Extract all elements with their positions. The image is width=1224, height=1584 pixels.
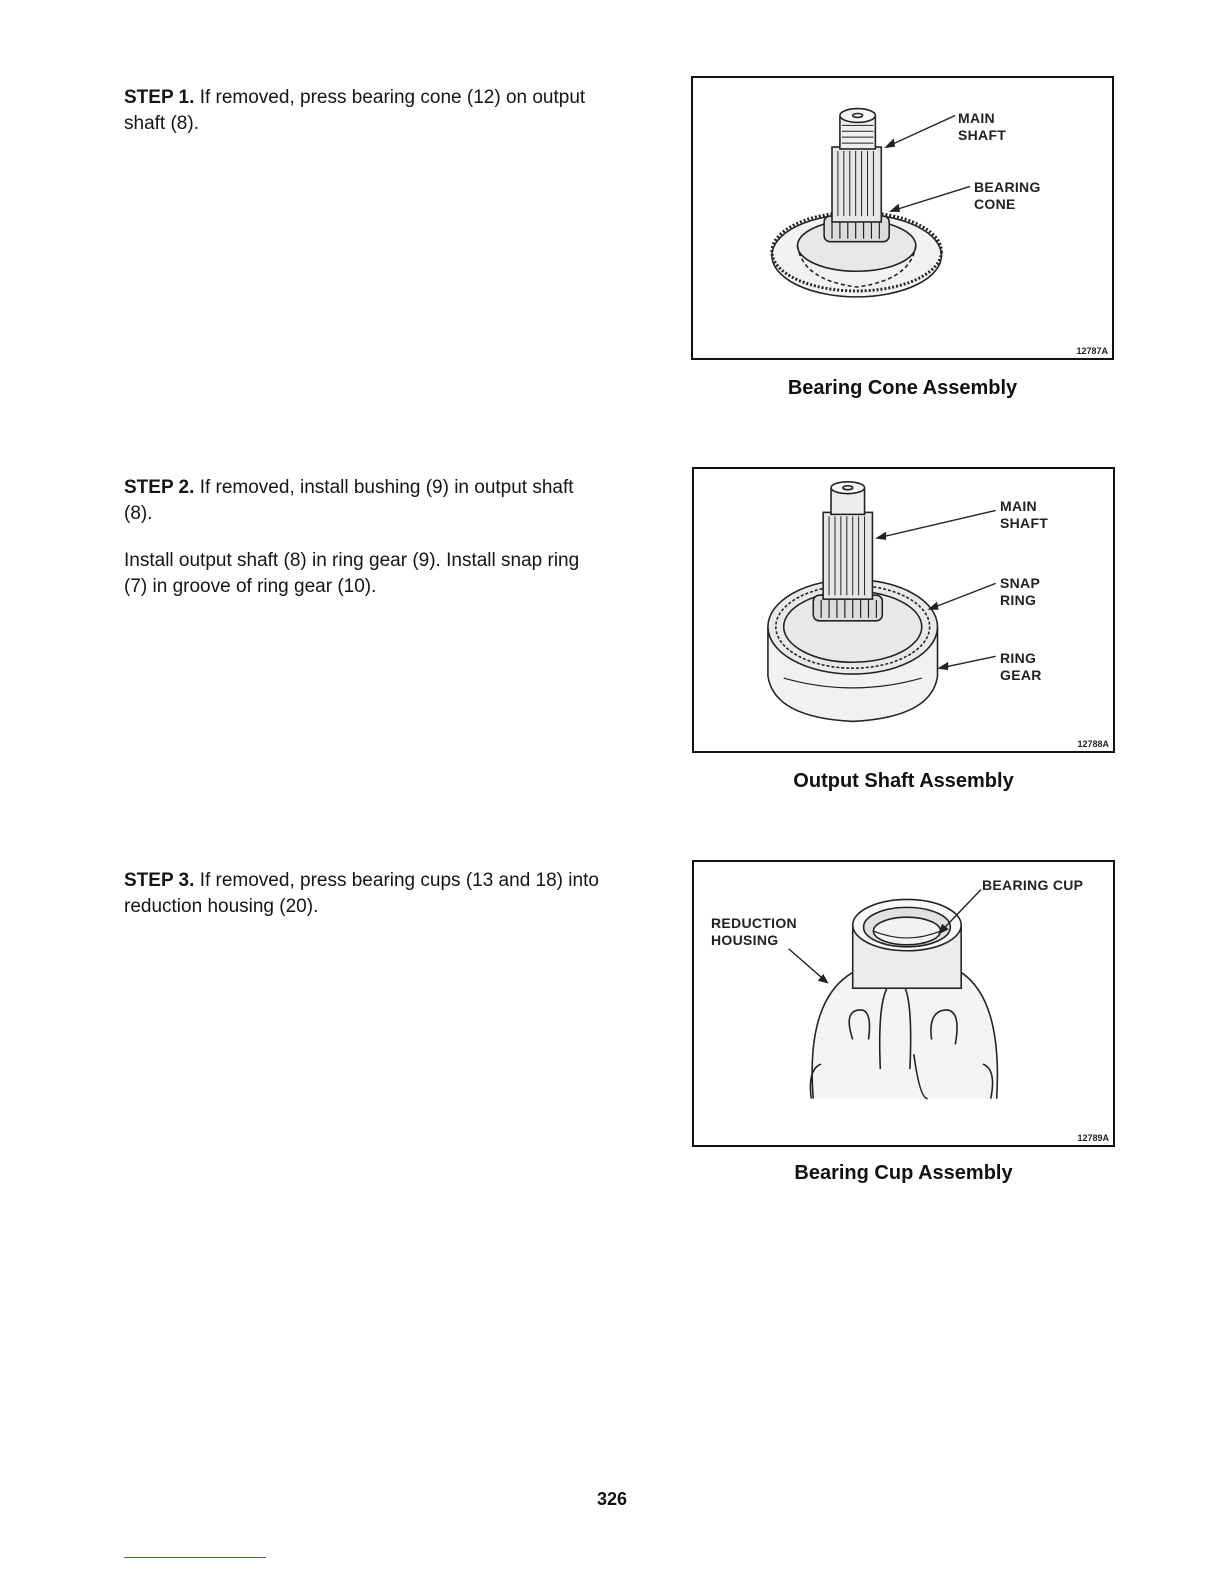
bearing-cone-illustration — [693, 78, 1112, 358]
step-1 — [124, 85, 604, 158]
figure-id: 12787A — [1076, 346, 1108, 356]
step-label: STEP 3. — [124, 870, 195, 891]
callout-bearing-cup: BEARING CUP — [982, 877, 1084, 893]
callout-ring-gear: RING GEAR — [1000, 650, 1042, 683]
figure-caption: Bearing Cup Assembly — [794, 1162, 1013, 1184]
figure-id: 12788A — [1077, 739, 1109, 749]
output-shaft-illustration — [694, 469, 1113, 751]
page-number: 326 — [596, 1489, 628, 1509]
step-2-paragraph — [124, 475, 604, 527]
figure-caption: Bearing Cone Assembly — [787, 377, 1018, 399]
figure-id: 12789A — [1077, 1133, 1109, 1143]
callout-main-shaft: MAIN SHAFT — [958, 110, 1007, 143]
step-label: STEP 1. — [124, 87, 195, 108]
callout-main-shaft: MAIN SHAFT — [1000, 498, 1049, 531]
step-label: STEP 2. — [124, 477, 195, 498]
bearing-cup-illustration — [694, 862, 1113, 1145]
footer-rule — [124, 1557, 266, 1558]
step-text: If removed, press bearing cone (12) on output shaft (8). — [124, 87, 586, 134]
callout-bearing-cone: BEARING CONE — [974, 179, 1041, 212]
figure-output-shaft — [692, 467, 1115, 753]
callout-snap-ring: SNAP RING — [1000, 575, 1041, 608]
step-3 — [124, 868, 604, 941]
callout-reduction-housing: REDUCTION HOUSING — [711, 915, 797, 948]
figure-caption: Output Shaft Assembly — [793, 770, 1014, 792]
step-2-paragraph: Install output shaft (8) in ring gear (9). Install snap ring (7) in groove of ring gear (10). — [124, 550, 580, 597]
step-2 — [124, 475, 604, 621]
figure-bearing-cone — [691, 76, 1114, 360]
step-text: If removed, install bushing (9) in output shaft (8). — [124, 477, 574, 524]
figure-bearing-cup — [692, 860, 1115, 1147]
step-3-paragraph — [124, 868, 604, 920]
step-text: If removed, press bearing cups (13 and 18) into reduction housing (20). — [124, 870, 599, 917]
step-1-paragraph — [124, 85, 604, 137]
